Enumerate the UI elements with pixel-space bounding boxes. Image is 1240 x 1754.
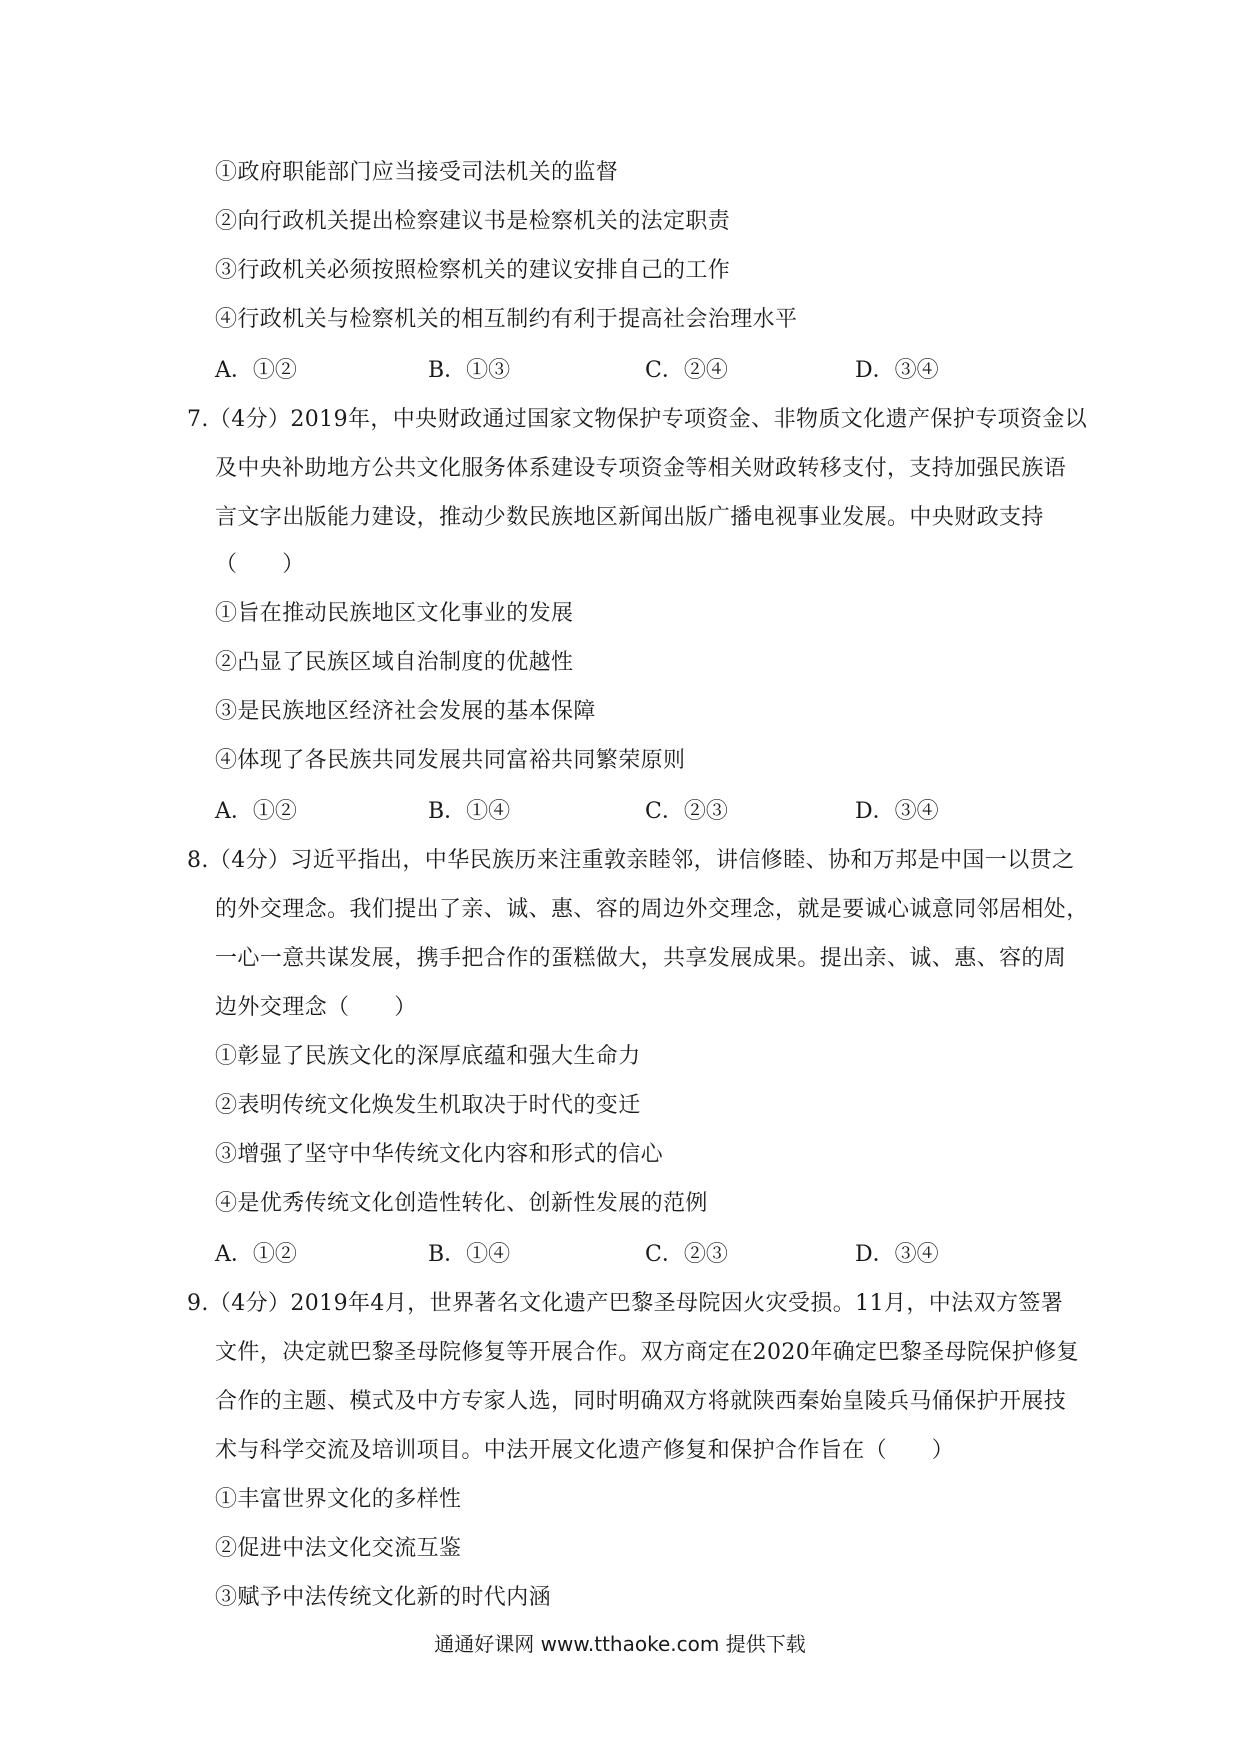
- q8-stem-line-4: 边外交理念（ ）: [215, 995, 417, 1020]
- q6-option-a: A．①②: [215, 358, 297, 383]
- q8-statement-2: ②表明传统文化焕发生机取决于时代的变迁: [215, 1093, 641, 1118]
- q6-option-d: D．③④: [855, 358, 939, 383]
- q7-answer-blank: （ ）: [215, 552, 305, 577]
- q9-statement-3: ③赋予中法传统文化新的时代内涵: [215, 1585, 552, 1610]
- q7-statement-2: ②凸显了民族区域自治制度的优越性: [215, 650, 574, 675]
- q6-statement-3: ③行政机关必须按照检察机关的建议安排自己的工作: [215, 258, 731, 283]
- q8-stem-line-2: 的外交理念。我们提出了亲、诚、惠、容的周边外交理念，就是要诚心诚意同邻居相处，: [215, 897, 1089, 922]
- q9-statement-2: ②促进中法文化交流互鉴: [215, 1536, 462, 1561]
- q7-option-b: B．①④: [428, 799, 511, 824]
- q6-option-b: B．①③: [428, 358, 511, 383]
- q7-statement-1: ①旨在推动民族地区文化事业的发展: [215, 601, 574, 626]
- q9-stem-line-4: 术与科学交流及培训项目。中法开展文化遗产修复和保护合作旨在（ ）: [215, 1438, 955, 1463]
- q8-statement-1: ①彰显了民族文化的深厚底蕴和强大生命力: [215, 1044, 641, 1069]
- q8-statement-3: ③增强了坚守中华传统文化内容和形式的信心: [215, 1142, 664, 1167]
- q8-option-c: C．②③: [645, 1242, 728, 1267]
- q8-option-d: D．③④: [855, 1242, 939, 1267]
- q8-option-b: B．①④: [428, 1242, 511, 1267]
- page-footer: 通通好课网 www.tthaoke.com 提供下载: [434, 1632, 806, 1656]
- q8-option-a: A．①②: [215, 1242, 297, 1267]
- q8-stem-line-1: 8.（4分）习近平指出，中华民族历来注重敦亲睦邻，讲信修睦、协和万邦是中国一以贯之: [187, 848, 1075, 873]
- q9-stem-line-3: 合作的主题、模式及中方专家人选，同时明确双方将就陕西秦始皇陵兵马俑保护开展技: [215, 1389, 1067, 1414]
- q6-statement-4: ④行政机关与检察机关的相互制约有利于提高社会治理水平: [215, 307, 798, 332]
- q7-option-c: C．②③: [645, 799, 728, 824]
- q7-statement-4: ④体现了各民族共同发展共同富裕共同繁荣原则: [215, 748, 686, 773]
- q7-statement-3: ③是民族地区经济社会发展的基本保障: [215, 699, 596, 724]
- q7-stem-line-1: 7.（4分）2019年，中央财政通过国家文物保护专项资金、非物质文化遗产保护专项资金以: [187, 407, 1088, 432]
- q6-statement-2: ②向行政机关提出检察建议书是检察机关的法定职责: [215, 209, 731, 234]
- q6-option-c: C．②④: [645, 358, 728, 383]
- q7-stem-line-3: 言文字出版能力建设，推动少数民族地区新闻出版广播电视事业发展。中央财政支持: [215, 505, 1044, 530]
- q9-statement-1: ①丰富世界文化的多样性: [215, 1487, 462, 1512]
- q8-statement-4: ④是优秀传统文化创造性转化、创新性发展的范例: [215, 1191, 708, 1216]
- q9-stem-line-2: 文件，决定就巴黎圣母院修复等开展合作。双方商定在2020年确定巴黎圣母院保护修复: [215, 1340, 1079, 1365]
- q6-statement-1: ①政府职能部门应当接受司法机关的监督: [215, 160, 619, 185]
- q9-stem-line-1: 9.（4分）2019年4月，世界著名文化遗产巴黎圣母院因火灾受损。11月，中法双方签署: [187, 1291, 1064, 1316]
- q8-stem-line-3: 一心一意共谋发展，携手把合作的蛋糕做大，共享发展成果。提出亲、诚、惠、容的周: [215, 946, 1067, 971]
- q7-option-a: A．①②: [215, 799, 297, 824]
- q7-stem-line-2: 及中央补助地方公共文化服务体系建设专项资金等相关财政转移支付，支持加强民族语: [215, 456, 1067, 481]
- q7-option-d: D．③④: [855, 799, 939, 824]
